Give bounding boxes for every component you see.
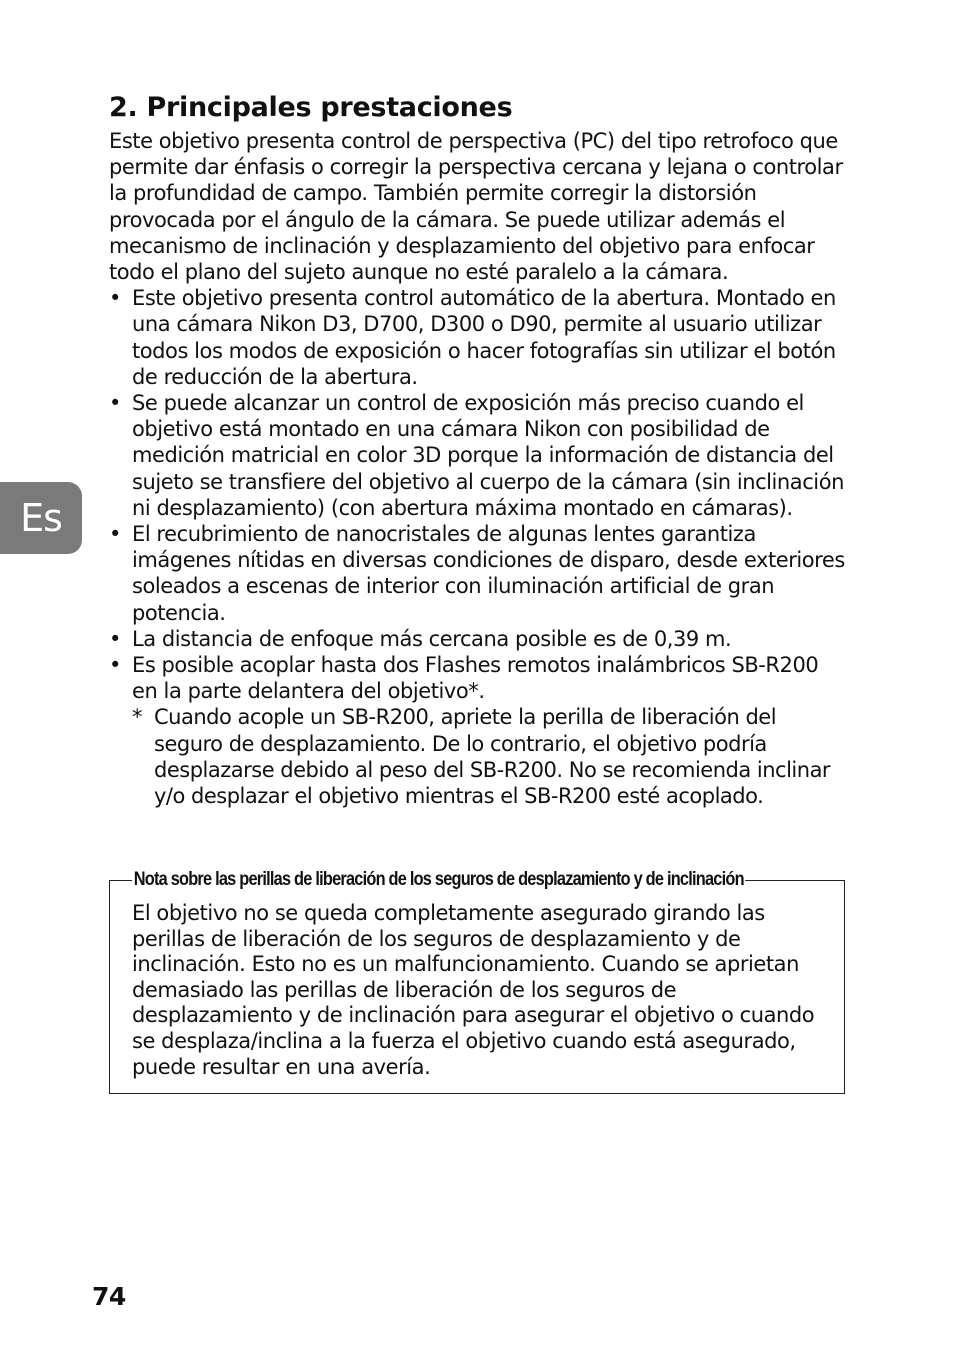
page-number: 74 (92, 1282, 126, 1311)
note-body: El objetivo no se queda completamente asegurado girando las perillas de liberación de los seguros de desplazamiento y de inclinación. Esto no es un malfuncionamiento. Cuando se aprietan demasiado las perillas de liberación de los seguros de desplazamiento y de inclinación para asegurar el objetivo o cuando se desplaza/inclina a la fuerza el objetivo cuando está asegurado, puede resultar en una avería. (132, 901, 815, 1079)
footnote (132, 704, 849, 809)
main-content (109, 90, 849, 809)
intro-paragraph: Este objetivo presenta control de perspectiva (PC) del tipo retrofoco que permite dar énfasis o corregir la perspectiva cercana y lejana o controlar la profundidad de campo. También permite corregir la distorsión provocada por el ángulo de la cámara. Se puede utilizar además el mecanismo de inclinación y desplazamiento del objetivo para enfocar todo el plano del sujeto aunque no esté paralelo a la cámara. (109, 129, 843, 285)
bullet-symbol: • (109, 653, 121, 678)
list-item-text: El recubrimiento de nanocristales de algunas lentes garantiza imágenes nítidas en diversas condiciones de disparo, desde exteriores soleados a escenas de interior con iluminación artificial de gran potencia. (132, 522, 845, 625)
list-item-text: Este objetivo presenta control automático de la abertura. Montado en una cámara Nikon D3, D700, D300 o D90, permite al usuario utilizar todos los modos de exposición o hacer fotografías sin utilizar el botón de reducción de la abertura. (132, 286, 836, 389)
list-item-text: Es posible acoplar hasta dos Flashes remotos inalámbricos SB-R200 en la parte delantera del objetivo*. (132, 653, 819, 704)
language-tab: Es (0, 482, 82, 554)
footnote-mark: * (132, 705, 142, 730)
footnote-text: Cuando acople un SB-R200, apriete la perilla de liberación del seguro de desplazamiento. De lo contrario, el objetivo podría desplazarse debido al peso del SB-R200. No se recomienda inclinar y/o desplazar el objetivo mientras el SB-R200 esté acoplado. (154, 705, 831, 809)
bullet-symbol: • (109, 522, 121, 547)
list-item (109, 626, 849, 652)
list-item-text: Se puede alcanzar un control de exposición más preciso cuando el objetivo está montado en una cámara Nikon con posibilidad de medición matricial en color 3D porque la información de distancia del sujeto se transfiere del objetivo al cuerpo de la cámara (sin inclinación ni desplazamiento) (con abertura máxima montado en cámaras). (132, 391, 844, 520)
feature-list (109, 285, 849, 704)
list-item (109, 390, 849, 521)
note-box (109, 869, 845, 1094)
bullet-symbol: • (109, 286, 121, 311)
bullet-symbol: • (109, 626, 121, 651)
list-item (109, 652, 849, 704)
list-item-text: La distancia de enfoque más cercana posible es de 0,39 m. (132, 626, 732, 651)
list-item (109, 521, 849, 626)
section-title: 2. Principales prestaciones (109, 92, 513, 123)
bullet-symbol: • (109, 391, 121, 416)
list-item (109, 285, 849, 390)
note-title: Nota sobre las perillas de liberación de los seguros de desplazamiento y de inclinación (133, 869, 744, 890)
